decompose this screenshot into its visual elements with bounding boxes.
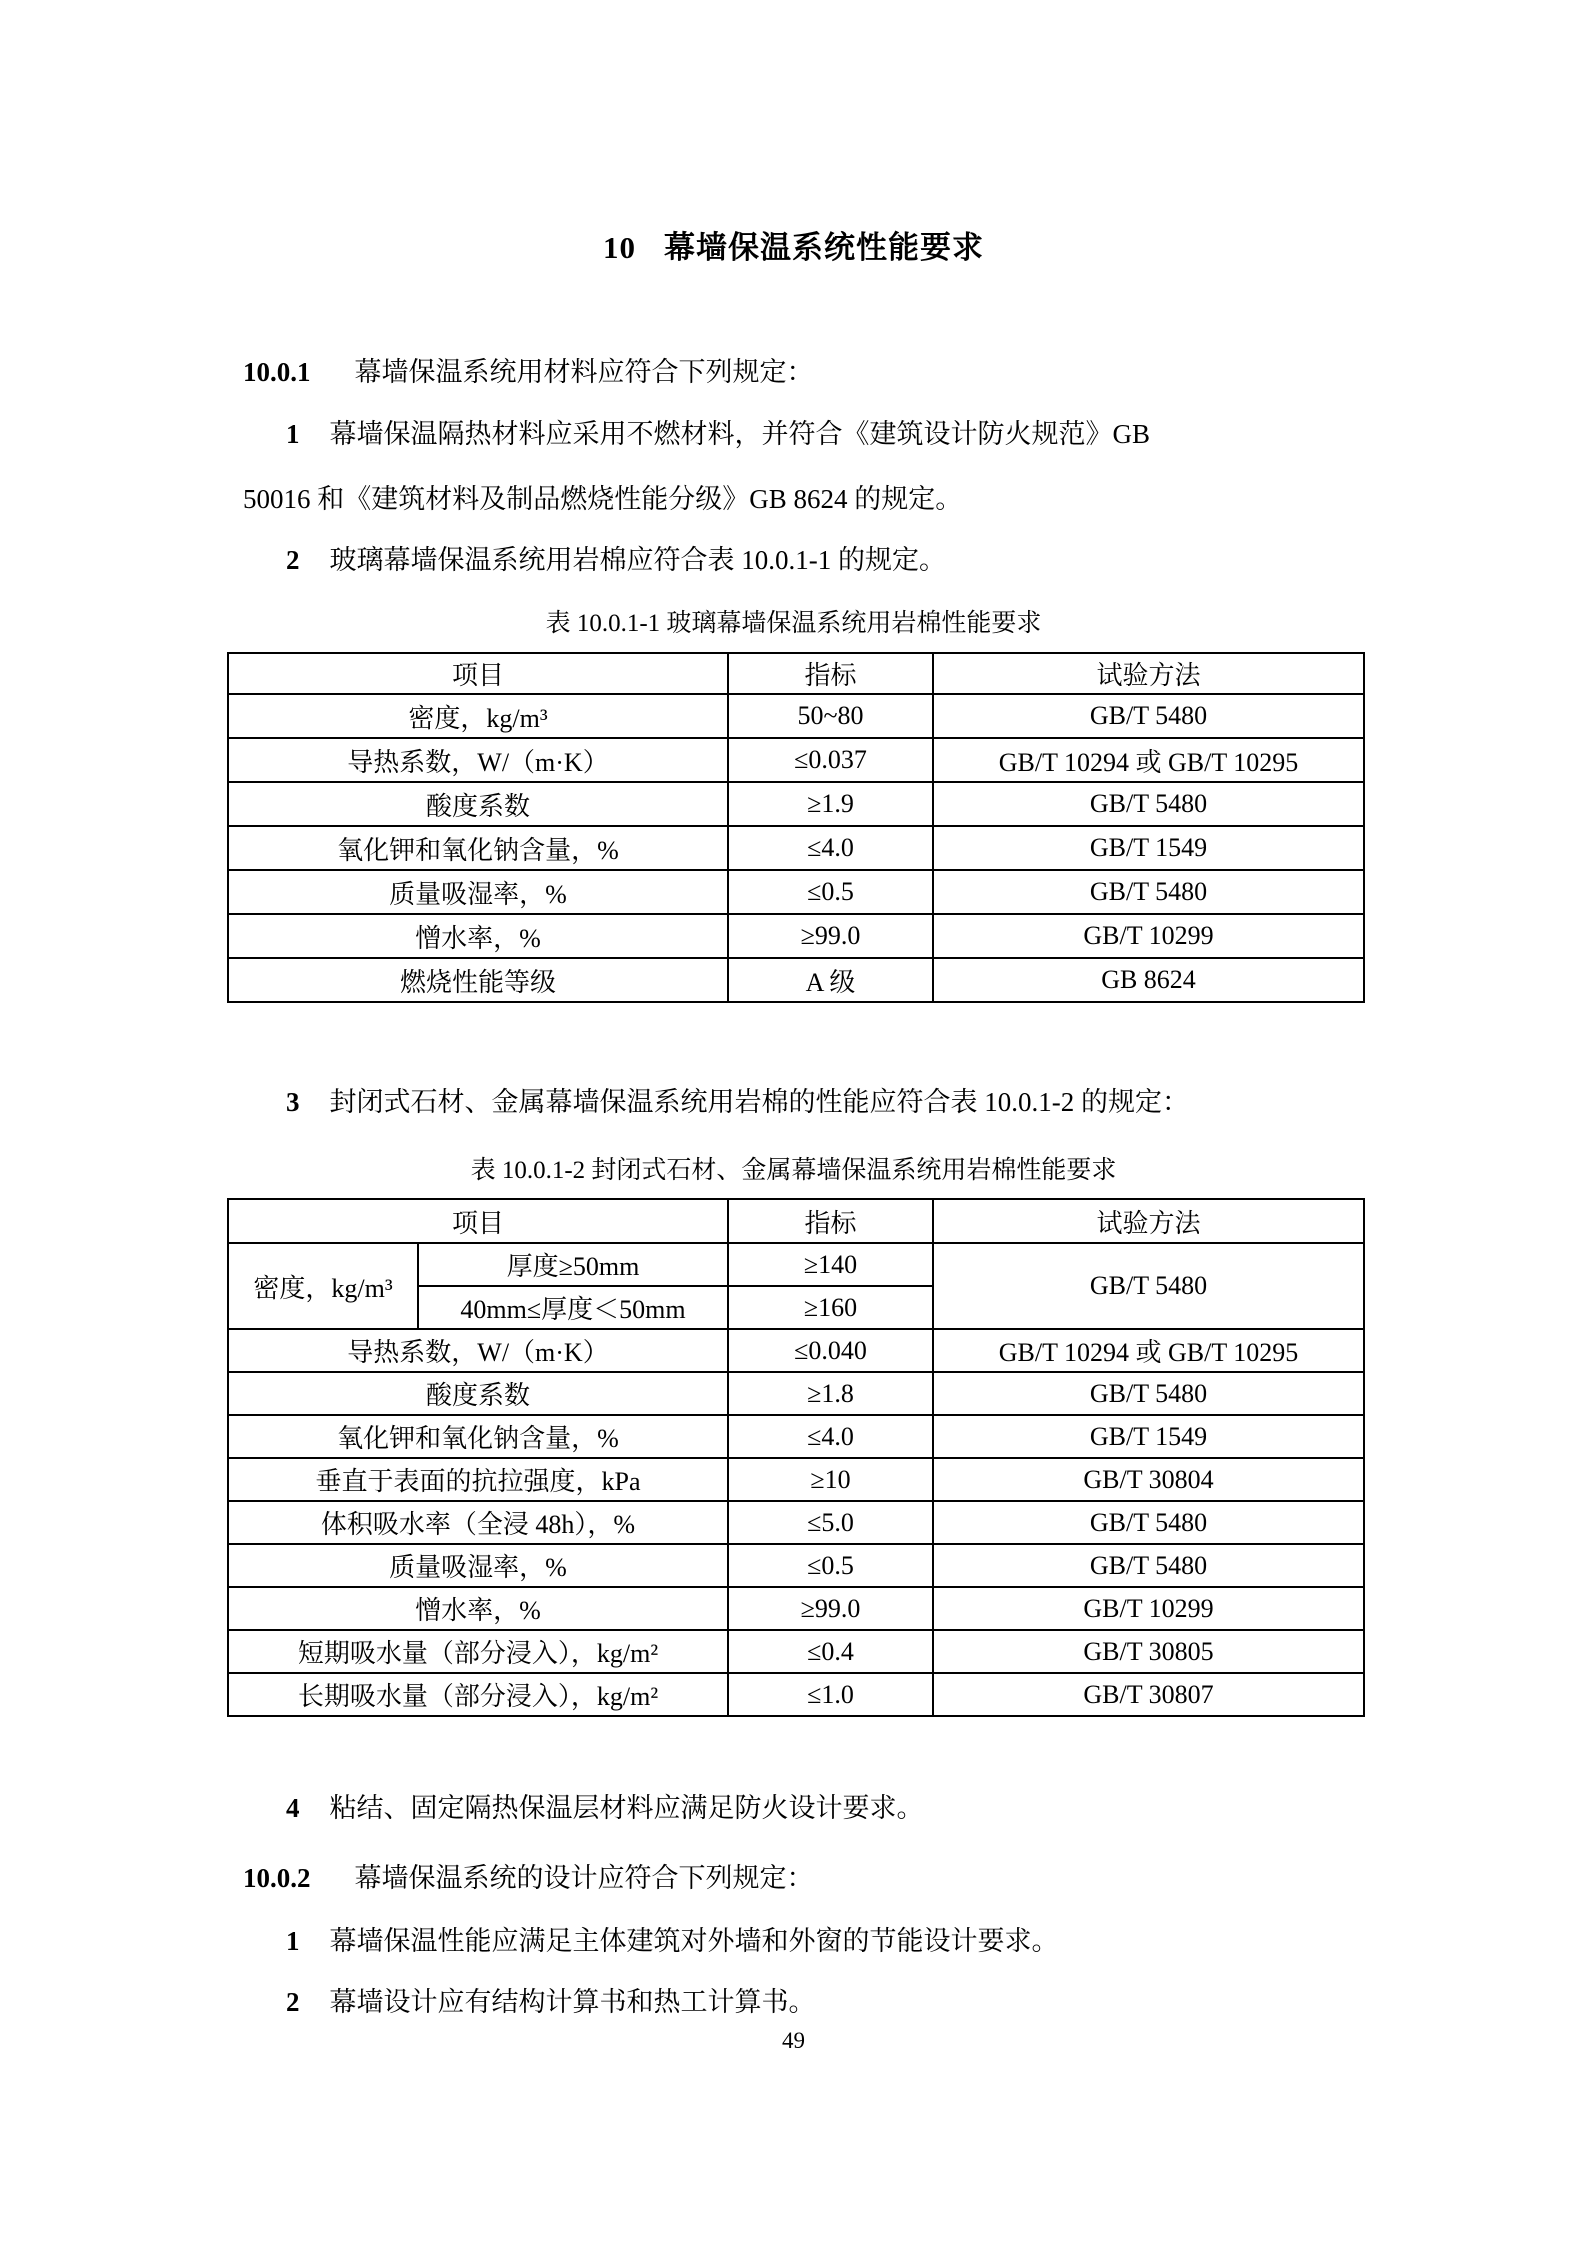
clause-text: 幕墙保温系统用材料应符合下列规定：: [354, 357, 814, 387]
table-cell: ≤1.0: [728, 1673, 933, 1716]
table-cell: ≥99.0: [728, 1587, 933, 1630]
table-cell: 导热系数，W/（m·K）: [228, 738, 728, 782]
table-cell: GB/T 10299: [933, 914, 1364, 958]
item-text: 幕墙保温隔热材料应采用不燃材料，并符合《建筑设计防火规范》GB: [329, 419, 1151, 449]
item-number: 3: [286, 1087, 300, 1117]
item-1-line-2: [243, 477, 962, 516]
table-cell: ≤4.0: [728, 826, 933, 870]
table-rock-wool-glass-curtain-wall: [227, 652, 1365, 1003]
table-cell: ≤0.040: [728, 1329, 933, 1372]
table-cell: 氧化钾和氧化钠含量，%: [228, 1415, 728, 1458]
clause-number: 10.0.2: [243, 1863, 311, 1893]
table-cell: 短期吸水量（部分浸入），kg/m²: [228, 1630, 728, 1673]
table-cell-test-method: GB/T 5480: [933, 1243, 1364, 1329]
table-row: [228, 694, 1364, 738]
table-cell: 垂直于表面的抗拉强度，kPa: [228, 1458, 728, 1501]
item-text: 粘结、固定隔热保温层材料应满足防火设计要求。: [329, 1793, 924, 1823]
clause-number: 10.0.1: [243, 357, 311, 387]
table-cell: ≥99.0: [728, 914, 933, 958]
table-cell: ≤5.0: [728, 1501, 933, 1544]
column-header: 项目: [228, 653, 728, 694]
chapter-title: [0, 222, 1587, 267]
table-row: [228, 826, 1364, 870]
table-row: [228, 1329, 1364, 1372]
table-row: [228, 1372, 1364, 1415]
item-text: 50016 和《建筑材料及制品燃烧性能分级》GB 8624 的规定。: [243, 484, 963, 514]
table-cell: GB/T 5480: [933, 1544, 1364, 1587]
item-4: [286, 1786, 924, 1825]
item-number: 2: [286, 545, 300, 575]
table-cell: 质量吸湿率，%: [228, 1544, 728, 1587]
table-cell: ≤0.5: [728, 870, 933, 914]
table-cell: GB/T 30805: [933, 1630, 1364, 1673]
table-cell: A 级: [728, 958, 933, 1002]
item-text: 玻璃幕墙保温系统用岩棉应符合表 10.0.1-1 的规定。: [329, 545, 946, 575]
item-3: [286, 1080, 1189, 1119]
item-2: [286, 538, 946, 577]
table-cell: 体积吸水率（全浸 48h），%: [228, 1501, 728, 1544]
table-cell: GB 8624: [933, 958, 1364, 1002]
item-1-line-1: [286, 412, 1150, 451]
table-cell: ≤0.5: [728, 1544, 933, 1587]
table-header-row: [228, 1199, 1364, 1243]
table-cell: 长期吸水量（部分浸入），kg/m²: [228, 1673, 728, 1716]
table-cell: GB/T 10294 或 GB/T 10295: [933, 738, 1364, 782]
table-row: [228, 1587, 1364, 1630]
item-number: 1: [286, 1926, 300, 1956]
table-cell: ≤4.0: [728, 1415, 933, 1458]
table-row: [228, 1415, 1364, 1458]
table-cell: 氧化钾和氧化钠含量，%: [228, 826, 728, 870]
column-header: 指标: [728, 653, 933, 694]
table-cell-density-label: 密度，kg/m³: [228, 1243, 418, 1329]
table-cell: 导热系数，W/（m·K）: [228, 1329, 728, 1372]
table-cell: GB/T 30807: [933, 1673, 1364, 1716]
table-cell-thickness-condition: 厚度≥50mm: [418, 1243, 728, 1286]
table-cell: 50~80: [728, 694, 933, 738]
item-number: 4: [286, 1793, 300, 1823]
table-cell: GB/T 5480: [933, 1372, 1364, 1415]
table-row: [228, 1243, 1364, 1286]
table-2-caption: 表 10.0.1-2 封闭式石材、金属幕墙保温系统用岩棉性能要求: [470, 1157, 1117, 1184]
table-row: [228, 782, 1364, 826]
page-number: 49: [782, 2028, 805, 2053]
table-row: [228, 1458, 1364, 1501]
item-number: 1: [286, 419, 300, 449]
table-cell-value: ≥160: [728, 1286, 933, 1329]
clause-10-0-2: [243, 1856, 814, 1895]
clause-text: 幕墙保温系统的设计应符合下列规定：: [354, 1863, 814, 1893]
table-row: [228, 870, 1364, 914]
table-cell: ≥1.8: [728, 1372, 933, 1415]
chapter-title-text: 幕墙保温系统性能要求: [664, 230, 984, 265]
table-row: [228, 1501, 1364, 1544]
table-cell: 燃烧性能等级: [228, 958, 728, 1002]
table-cell: ≤0.4: [728, 1630, 933, 1673]
table-row: [228, 1630, 1364, 1673]
table-row: [228, 914, 1364, 958]
table-row: [228, 738, 1364, 782]
table-cell: 憎水率，%: [228, 914, 728, 958]
table-row: [228, 1673, 1364, 1716]
table-cell: GB/T 30804: [933, 1458, 1364, 1501]
table-cell: 酸度系数: [228, 782, 728, 826]
table-cell: GB/T 5480: [933, 782, 1364, 826]
table-cell: ≤0.037: [728, 738, 933, 782]
table-rock-wool-stone-metal-curtain-wall: [227, 1198, 1365, 1717]
table-cell: GB/T 5480: [933, 870, 1364, 914]
item-number: 2: [286, 1987, 300, 2017]
table-cell: GB/T 1549: [933, 1415, 1364, 1458]
table-row: [228, 958, 1364, 1002]
table-cell: GB/T 5480: [933, 1501, 1364, 1544]
table-cell: GB/T 5480: [933, 694, 1364, 738]
item-text: 封闭式石材、金属幕墙保温系统用岩棉的性能应符合表 10.0.1-2 的规定：: [329, 1087, 1189, 1117]
column-header: 指标: [728, 1199, 933, 1243]
table-cell: 质量吸湿率，%: [228, 870, 728, 914]
table-cell-thickness-condition: 40mm≤厚度＜50mm: [418, 1286, 728, 1329]
table-cell: GB/T 10294 或 GB/T 10295: [933, 1329, 1364, 1372]
table-cell: 酸度系数: [228, 1372, 728, 1415]
table-cell: GB/T 1549: [933, 826, 1364, 870]
item-1-of-10-0-2: [286, 1919, 1059, 1958]
table-1-caption: 表 10.0.1-1 玻璃幕墙保温系统用岩棉性能要求: [545, 610, 1042, 637]
item-2-of-10-0-2: [286, 1980, 816, 2019]
table-cell: GB/T 10299: [933, 1587, 1364, 1630]
chapter-number: 10: [603, 230, 636, 265]
table-cell-value: ≥140: [728, 1243, 933, 1286]
table-header-row: [228, 653, 1364, 694]
table-cell: 憎水率，%: [228, 1587, 728, 1630]
clause-10-0-1: [243, 350, 814, 389]
table-cell: ≥10: [728, 1458, 933, 1501]
table-cell: 密度，kg/m³: [228, 694, 728, 738]
column-header: 项目: [228, 1199, 728, 1243]
column-header: 试验方法: [933, 653, 1364, 694]
table-row: [228, 1544, 1364, 1587]
column-header: 试验方法: [933, 1199, 1364, 1243]
table-cell: ≥1.9: [728, 782, 933, 826]
item-text: 幕墙设计应有结构计算书和热工计算书。: [329, 1987, 816, 2017]
item-text: 幕墙保温性能应满足主体建筑对外墙和外窗的节能设计要求。: [329, 1926, 1059, 1956]
